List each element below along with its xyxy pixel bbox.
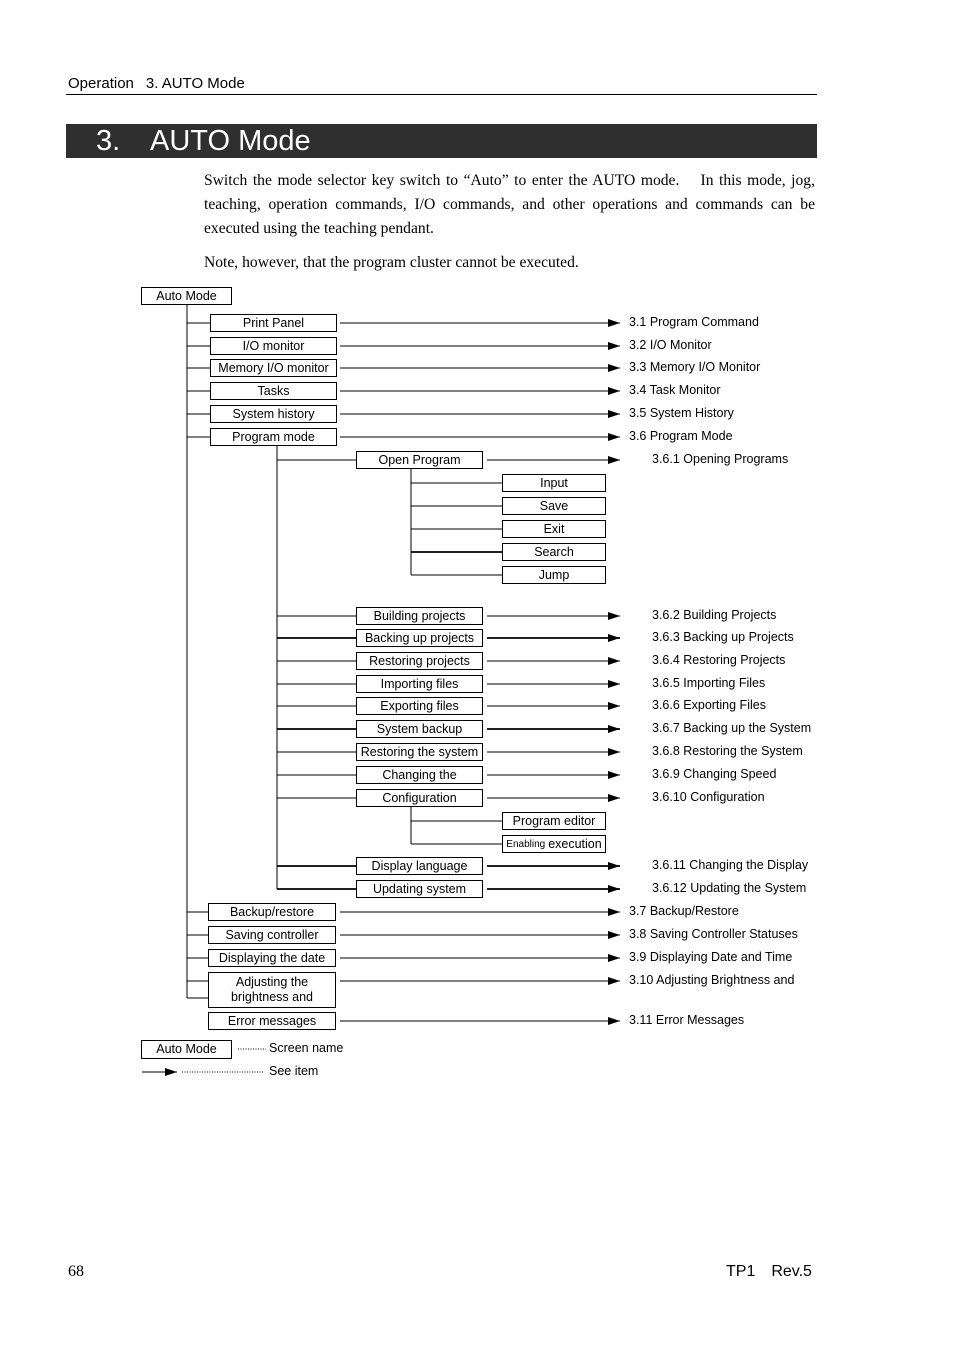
see-item-ref-3-5-system-history: 3.5 System History bbox=[629, 406, 734, 420]
see-item-ref-3-9-displaying-date-and-time: 3.9 Displaying Date and Time bbox=[629, 950, 793, 964]
see-item-ref-3-11-error-messages: 3.11 Error Messages bbox=[629, 1013, 745, 1027]
screen-box-print-panel: Print Panel bbox=[210, 314, 337, 332]
see-item-ref-3-6-1-opening-programs: 3.6.1 Opening Programs bbox=[652, 452, 789, 466]
screen-box-backup-restore: Backup/restore bbox=[208, 903, 336, 921]
screen-box-exporting-files: Exporting files bbox=[356, 697, 483, 715]
screen-box-backing-up-projects: Backing up projects bbox=[356, 629, 483, 647]
header-chapter: 3. AUTO Mode bbox=[145, 75, 245, 92]
screen-box-changing-the: Changing the bbox=[356, 766, 483, 784]
legend-screen-name-label: Screen name bbox=[269, 1041, 344, 1055]
see-item-ref-3-1-program-command: 3.1 Program Command bbox=[629, 315, 759, 329]
see-item-ref-3-6-6-exporting-files: 3.6.6 Exporting Files bbox=[652, 698, 766, 712]
page-number: 68 bbox=[68, 1263, 84, 1280]
screen-box-system-backup: System backup bbox=[356, 720, 483, 738]
screen-box-displaying-the-date: Displaying the date bbox=[208, 949, 336, 967]
see-item-ref-3-6-7-backing-up-the-system: 3.6.7 Backing up the System bbox=[652, 721, 812, 735]
screen-box-restoring-projects: Restoring projects bbox=[356, 652, 483, 670]
see-item-ref-3-6-3-backing-up-projects: 3.6.3 Backing up Projects bbox=[652, 630, 794, 644]
screen-box-open-program: Open Program bbox=[356, 451, 483, 469]
screen-box-auto-mode: Auto Mode bbox=[141, 287, 232, 305]
screen-box-program-mode: Program mode bbox=[210, 428, 337, 446]
enabling-label: Enabling bbox=[506, 838, 546, 850]
legend-see-item-label: See item bbox=[269, 1064, 319, 1078]
screen-box-building-projects: Building projects bbox=[356, 607, 483, 625]
intro-paragraph: Switch the mode selector key switch to “Auto” to enter the AUTO mode. In this mode, jog, teaching, operation commands, I/O commands, and other operations and commands can be executed using the teaching pendant. bbox=[204, 172, 815, 237]
screen-box-search: Search bbox=[502, 543, 606, 561]
chapter-number: 3. bbox=[96, 125, 121, 157]
see-item-ref-3-6-8-restoring-the-system: 3.6.8 Restoring the System bbox=[652, 744, 803, 758]
see-item-ref-3-3-memory-i-o-monitor: 3.3 Memory I/O Monitor bbox=[629, 360, 761, 374]
see-item-ref-3-6-5-importing-files: 3.6.5 Importing Files bbox=[652, 676, 766, 690]
screen-box-saving-controller: Saving controller bbox=[208, 926, 336, 944]
screen-box-tasks: Tasks bbox=[210, 382, 337, 400]
document-id: TP1 Rev.5 bbox=[726, 1263, 812, 1280]
screen-box-save: Save bbox=[502, 497, 606, 515]
screen-box-restoring-the-system: Restoring the system bbox=[356, 743, 483, 761]
screen-box-enabling-execution bbox=[502, 835, 606, 853]
chapter-title: AUTO Mode bbox=[150, 125, 311, 157]
see-item-ref-3-10-adjusting-brightness-and: 3.10 Adjusting Brightness and bbox=[629, 973, 795, 987]
screen-box-configuration: Configuration bbox=[356, 789, 483, 807]
screen-box-i-o-monitor: I/O monitor bbox=[210, 337, 337, 355]
see-item-ref-3-6-12-updating-the-system: 3.6.12 Updating the System bbox=[652, 881, 807, 895]
legend-screen-box: Auto Mode bbox=[141, 1040, 232, 1059]
see-item-ref-3-6-10-configuration: 3.6.10 Configuration bbox=[652, 790, 765, 804]
screen-box-exit: Exit bbox=[502, 520, 606, 538]
see-item-ref-3-4-task-monitor: 3.4 Task Monitor bbox=[629, 383, 721, 397]
screen-box-memory-i-o-monitor: Memory I/O monitor bbox=[210, 359, 337, 377]
see-item-ref-3-6-11-changing-the-display: 3.6.11 Changing the Display bbox=[652, 858, 809, 872]
see-item-ref-3-6-2-building-projects: 3.6.2 Building Projects bbox=[652, 608, 777, 622]
screen-box-updating-system: Updating system bbox=[356, 880, 483, 898]
header-section: Operation bbox=[68, 75, 134, 92]
see-item-ref-3-2-i-o-monitor: 3.2 I/O Monitor bbox=[629, 338, 712, 352]
see-item-ref-3-8-saving-controller-statuses: 3.8 Saving Controller Statuses bbox=[629, 927, 798, 941]
screen-box-importing-files: Importing files bbox=[356, 675, 483, 693]
see-item-ref-3-6-program-mode: 3.6 Program Mode bbox=[629, 429, 733, 443]
screen-box-system-history: System history bbox=[210, 405, 337, 423]
screen-box-error-messages: Error messages bbox=[208, 1012, 336, 1030]
see-item-ref-3-6-4-restoring-projects: 3.6.4 Restoring Projects bbox=[652, 653, 786, 667]
screen-box-program-editor: Program editor bbox=[502, 812, 606, 830]
see-item-ref-3-7-backup-restore: 3.7 Backup/Restore bbox=[629, 904, 739, 918]
execution-label: execution bbox=[548, 836, 602, 851]
screen-box-jump: Jump bbox=[502, 566, 606, 584]
screen-box-adjusting-brightness: Adjusting the brightness and bbox=[208, 972, 336, 1008]
note-paragraph: Note, however, that the program cluster cannot be executed. bbox=[204, 254, 579, 271]
see-item-ref-3-6-9-changing-speed: 3.6.9 Changing Speed bbox=[652, 767, 777, 781]
screen-box-input: Input bbox=[502, 474, 606, 492]
screen-box-display-language: Display language bbox=[356, 857, 483, 875]
